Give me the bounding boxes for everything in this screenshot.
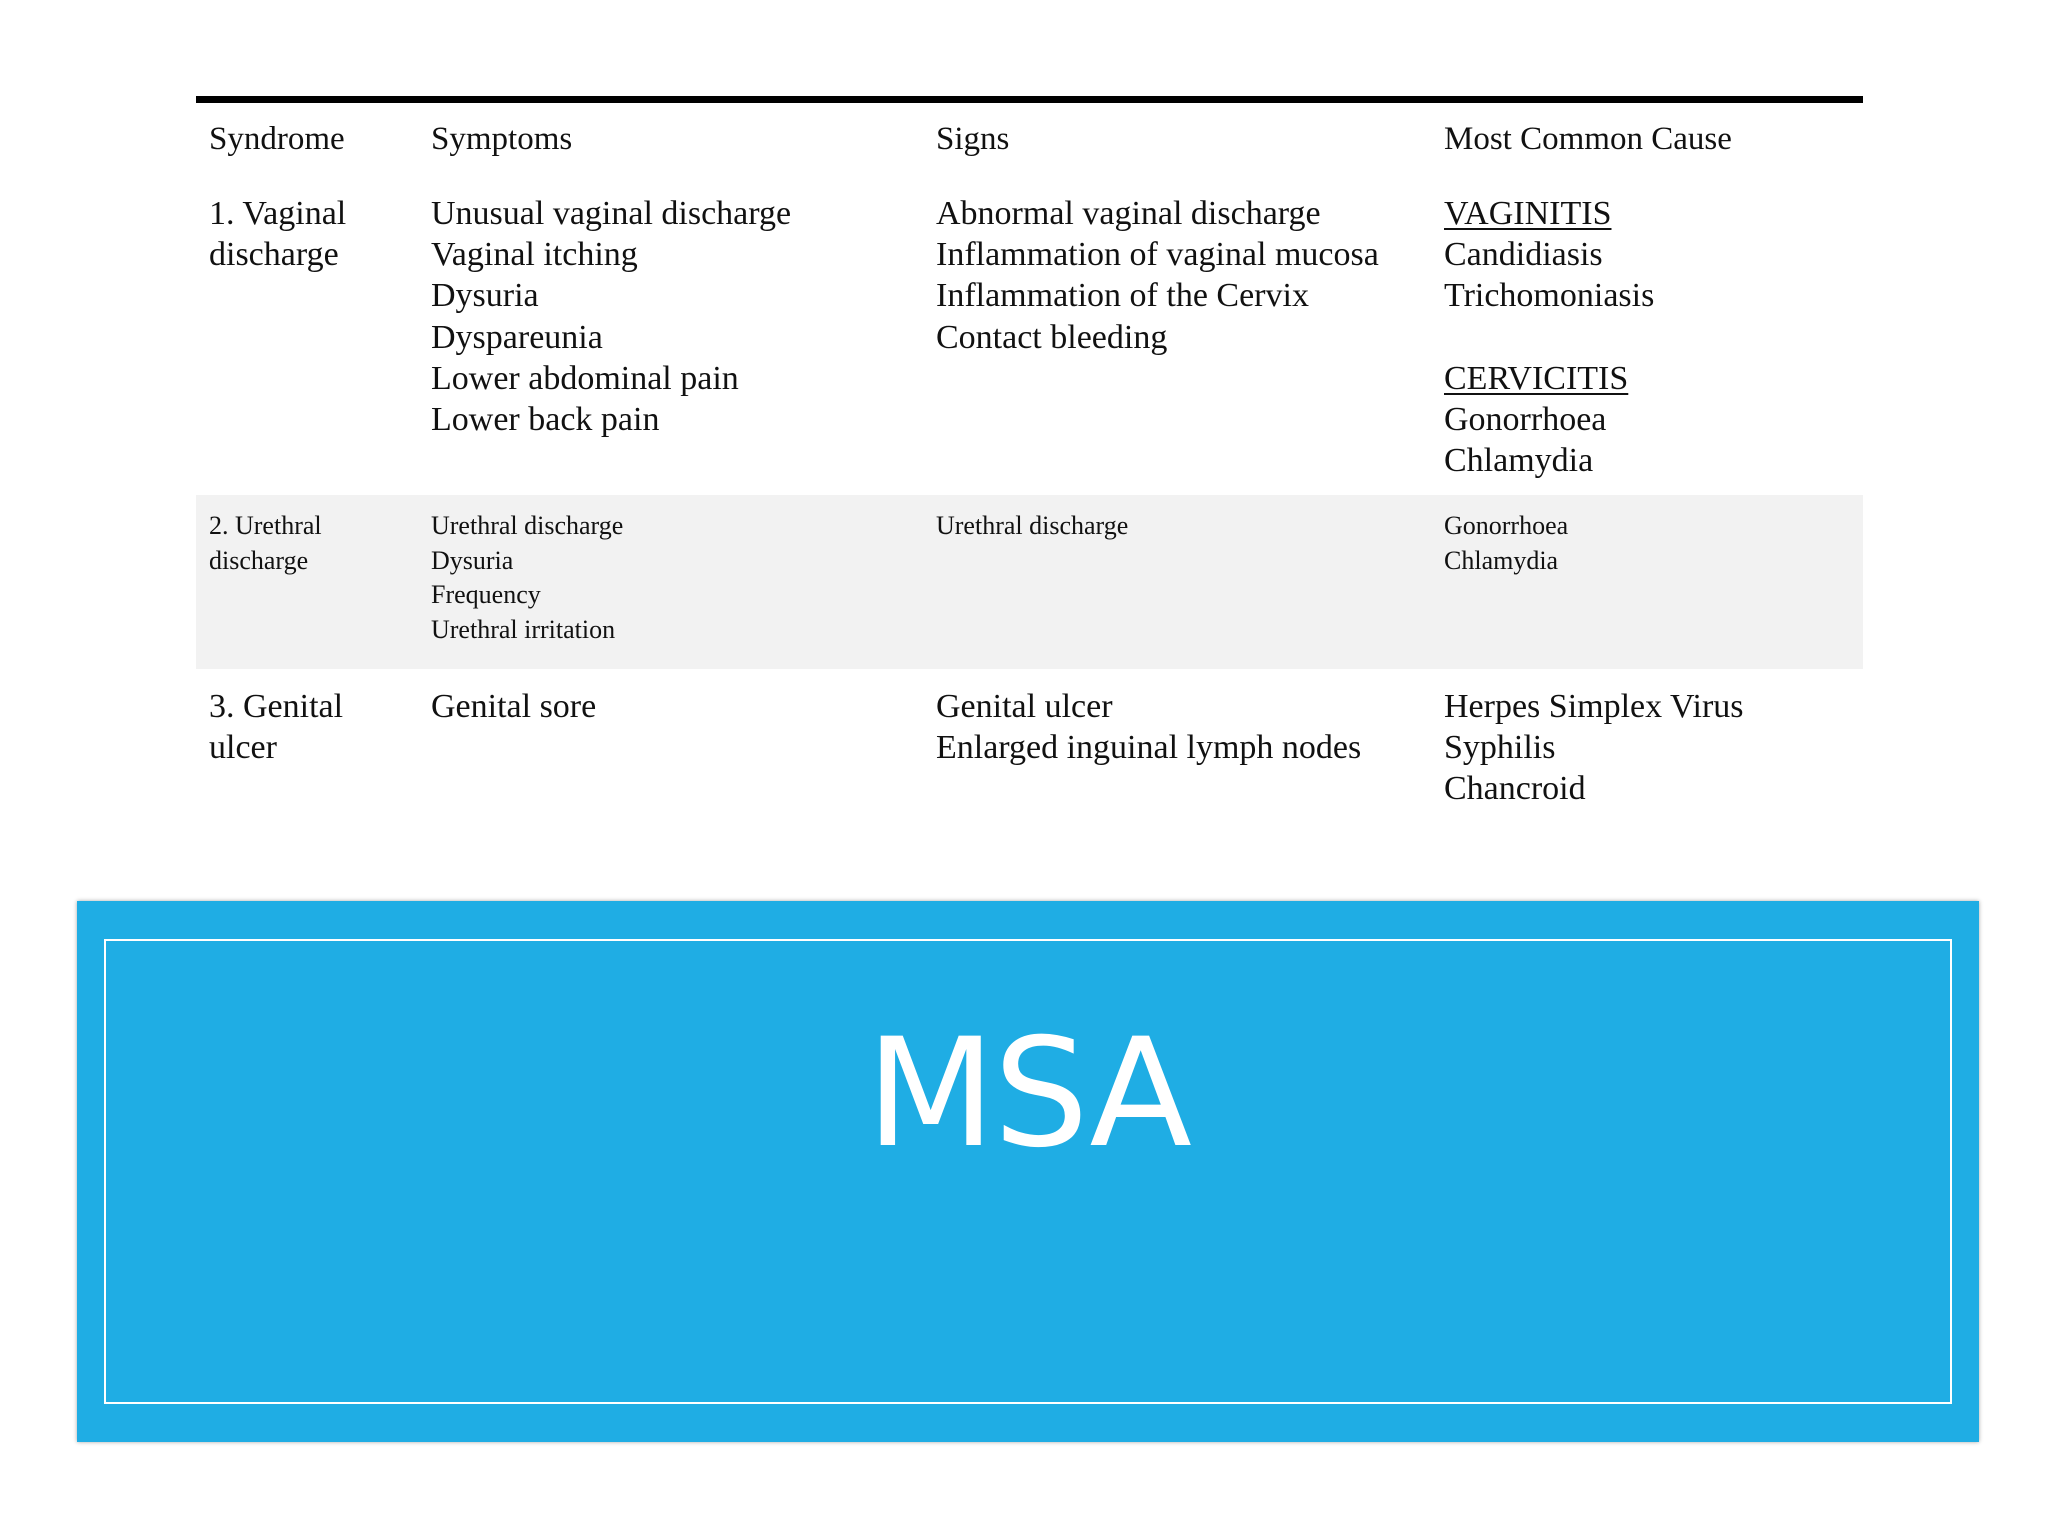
cell-syndrome (196, 495, 418, 669)
sign-item: Inflammation of the Cervix (936, 277, 1309, 315)
title-banner (77, 901, 1979, 1442)
sign-item: Contact bleeding (936, 318, 1168, 356)
header-symptoms: Symptoms (431, 121, 573, 157)
cell-signs (923, 193, 1431, 495)
symptom-item: Genital sore (431, 688, 597, 725)
cell-syndrome (196, 669, 418, 829)
symptom-item: Lower back pain (431, 401, 660, 439)
cause-group-title-cervicitis: CERVICITIS (1444, 359, 1629, 397)
table-top-rule (196, 96, 1863, 103)
syndrome-table (196, 96, 1863, 829)
banner-title: MSA (865, 1007, 1191, 1181)
symptom-item: Unusual vaginal discharge (431, 195, 792, 232)
cell-signs (923, 669, 1431, 829)
cause-item: Chlamydia (1444, 442, 1594, 480)
syndrome-line: discharge (209, 236, 339, 274)
cause-item: Gonorrhoea (1444, 400, 1607, 438)
symptom-item: Urethral irritation (431, 614, 616, 644)
cause-item: Trichomoniasis (1444, 277, 1655, 315)
header-signs: Signs (936, 121, 1010, 157)
cell-signs (923, 495, 1431, 669)
cause-spacer (1444, 317, 1863, 358)
symptom-item: Dyspareunia (431, 318, 603, 356)
cause-item: Syphilis (1444, 729, 1556, 767)
table-row-genital-ulcer (196, 669, 1863, 829)
symptom-item: Vaginal itching (431, 236, 638, 274)
cell-symptoms (418, 495, 923, 669)
symptom-item: Urethral discharge (431, 511, 624, 540)
header-syndrome: Syndrome (209, 121, 345, 157)
symptom-item: Dysuria (431, 545, 514, 575)
cause-item: Chancroid (1444, 770, 1586, 808)
cell-syndrome (196, 193, 418, 495)
cause-item: Gonorrhoea (1444, 511, 1569, 540)
syndrome-line: 2. Urethral (209, 511, 322, 540)
sign-item: Enlarged inguinal lymph nodes (936, 729, 1362, 767)
syndrome-line: ulcer (209, 729, 277, 767)
syndrome-line: discharge (209, 545, 309, 575)
cell-causes (1431, 495, 1863, 669)
cell-symptoms (418, 193, 923, 495)
cell-causes (1431, 193, 1863, 495)
cause-group-title-vaginitis: VAGINITIS (1444, 195, 1612, 232)
syndrome-line: 3. Genital (209, 688, 344, 725)
sign-item: Urethral discharge (936, 511, 1129, 540)
symptom-item: Dysuria (431, 277, 539, 315)
symptom-item: Frequency (431, 580, 541, 609)
header-most-common-cause: Most Common Cause (1444, 121, 1732, 157)
sign-item: Abnormal vaginal discharge (936, 195, 1321, 232)
cell-causes (1431, 669, 1863, 829)
table-row-urethral-discharge (196, 495, 1863, 669)
table-row-vaginal-discharge (196, 193, 1863, 495)
cause-item: Chlamydia (1444, 545, 1559, 575)
sign-item: Genital ulcer (936, 688, 1113, 725)
sign-item: Inflammation of vaginal mucosa (936, 236, 1379, 274)
table-header-row (196, 103, 1863, 193)
cell-symptoms (418, 669, 923, 829)
cause-item: Herpes Simplex Virus (1444, 688, 1744, 725)
syndrome-line: 1. Vaginal (209, 195, 347, 232)
cause-item: Candidiasis (1444, 236, 1603, 274)
symptom-item: Lower abdominal pain (431, 359, 739, 397)
